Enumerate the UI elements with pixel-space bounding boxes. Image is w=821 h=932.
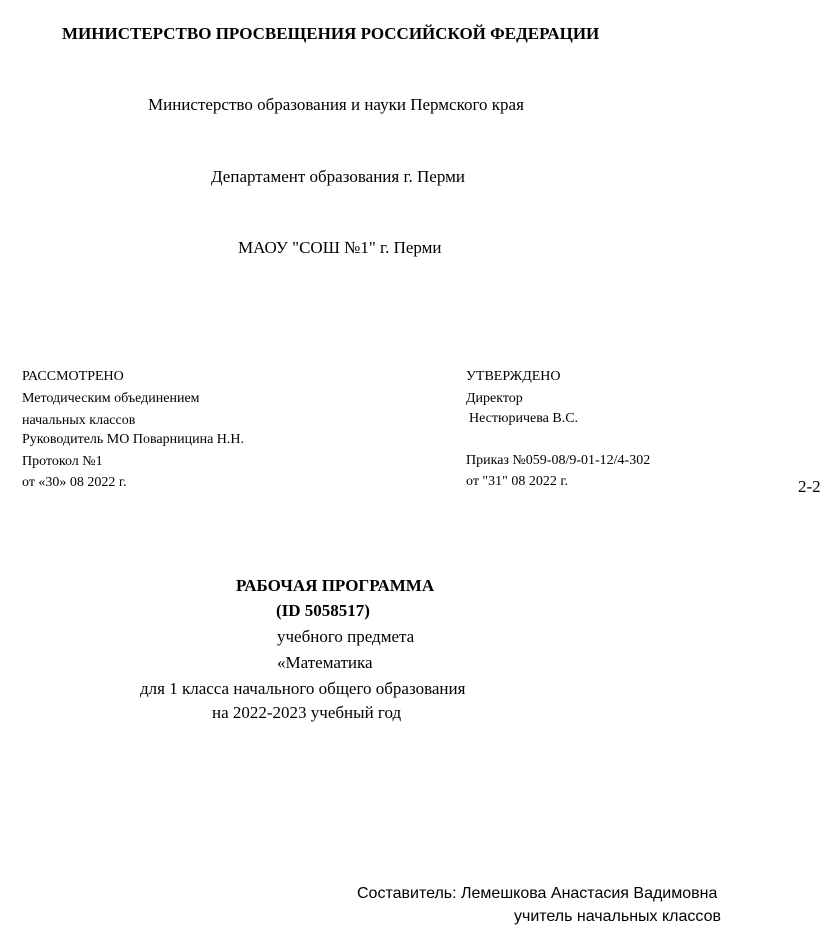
- reviewed-title: РАССМОТРЕНО: [22, 369, 124, 384]
- approved-line-3: Приказ №059-08/9-01-12/4-302: [466, 453, 651, 468]
- approved-title: УТВЕРЖДЕНО: [466, 369, 561, 384]
- program-subject: «Математика: [277, 653, 373, 672]
- approved-line-1: Директор: [466, 391, 523, 406]
- reviewed-line-5: от «30» 08 2022 г.: [22, 475, 127, 490]
- program-year: на 2022-2023 учебный год: [212, 703, 402, 722]
- ministry-federal: МИНИСТЕРСТВО ПРОСВЕЩЕНИЯ РОССИЙСКОЙ ФЕДЕРАЦИИ: [62, 24, 600, 43]
- program-id: (ID 5058517): [276, 601, 370, 620]
- author-position: учитель начальных классов: [514, 908, 721, 925]
- program-title: РАБОЧАЯ ПРОГРАММА: [236, 576, 435, 595]
- school-name: МАОУ "СОШ №1" г. Перми: [238, 238, 442, 257]
- ministry-regional: Министерство образования и науки Пермского края: [148, 95, 524, 114]
- approved-line-4: от "31" 08 2022 г.: [466, 474, 569, 489]
- approved-line-2: Нестюричева В.С.: [469, 411, 579, 426]
- program-subject-label: учебного предмета: [277, 627, 415, 646]
- reviewed-line-2: начальных классов: [22, 413, 136, 428]
- author-name: Составитель: Лемешкова Анастасия Вадимовна: [357, 885, 718, 902]
- department: Департамент образования г. Перми: [211, 167, 465, 186]
- reviewed-line-1: Методическим объединением: [22, 391, 200, 406]
- reviewed-line-3: Руководитель МО Поварницина Н.Н.: [22, 432, 245, 447]
- program-grade: для 1 класса начального общего образования: [140, 679, 466, 698]
- reviewed-line-4: Протокол №1: [22, 454, 103, 469]
- edge-fragment: 2-2: [798, 477, 821, 496]
